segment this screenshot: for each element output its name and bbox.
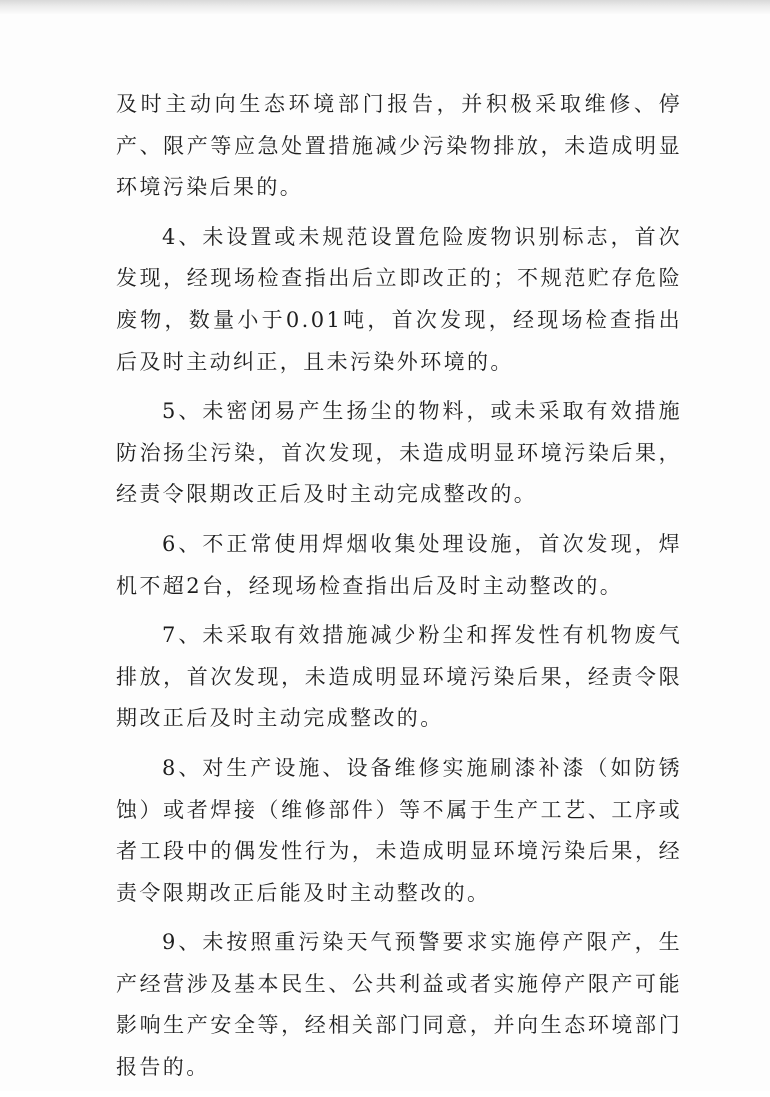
paragraph-item-8: 8、对生产设施、设备维修实施刷漆补漆（如防锈蚀）或者焊接（维修部件）等不属于生产工艺、工序或者工段中的偶发性行为，未造成明显环境污染后果，经责令限期改正后能及时主动整改的。	[116, 755, 682, 905]
scan-top-edge	[0, 0, 770, 14]
paragraph-item-6: 6、不正常使用焊烟收集处理设施，首次发现，焊机不超2台，经现场检查指出后及时主动整改的。	[116, 531, 682, 598]
paragraph-item-7: 7、未采取有效措施减少粉尘和挥发性有机物废气排放，首次发现，未造成明显环境污染后果，经责令限期改正后及时主动完成整改的。	[116, 623, 682, 731]
document-body	[116, 84, 682, 1097]
paragraph-continuation: 及时主动向生态环境部门报告，并积极采取维修、停产、限产等应急处置措施减少污染物排放，未造成明显环境污染后果的。	[116, 92, 682, 200]
paragraph-item-9: 9、未按照重污染天气预警要求实施停产限产，生产经营涉及基本民生、公共利益或者实施停产限产可能影响生产安全等，经相关部门同意，并向生态环境部门报告的。	[116, 930, 682, 1080]
paragraph-item-4: 4、未设置或未规范设置危险废物识别标志，首次发现，经现场检查指出后立即改正的；不规范贮存危险废物，数量小于0.01吨，首次发现，经现场检查指出后及时主动纠正，且未污染外环境的。	[116, 224, 682, 374]
paragraph-item-5: 5、未密闭易产生扬尘的物料，或未采取有效措施防治扬尘污染，首次发现，未造成明显环境污染后果，经责令限期改正后及时主动完成整改的。	[116, 399, 682, 507]
